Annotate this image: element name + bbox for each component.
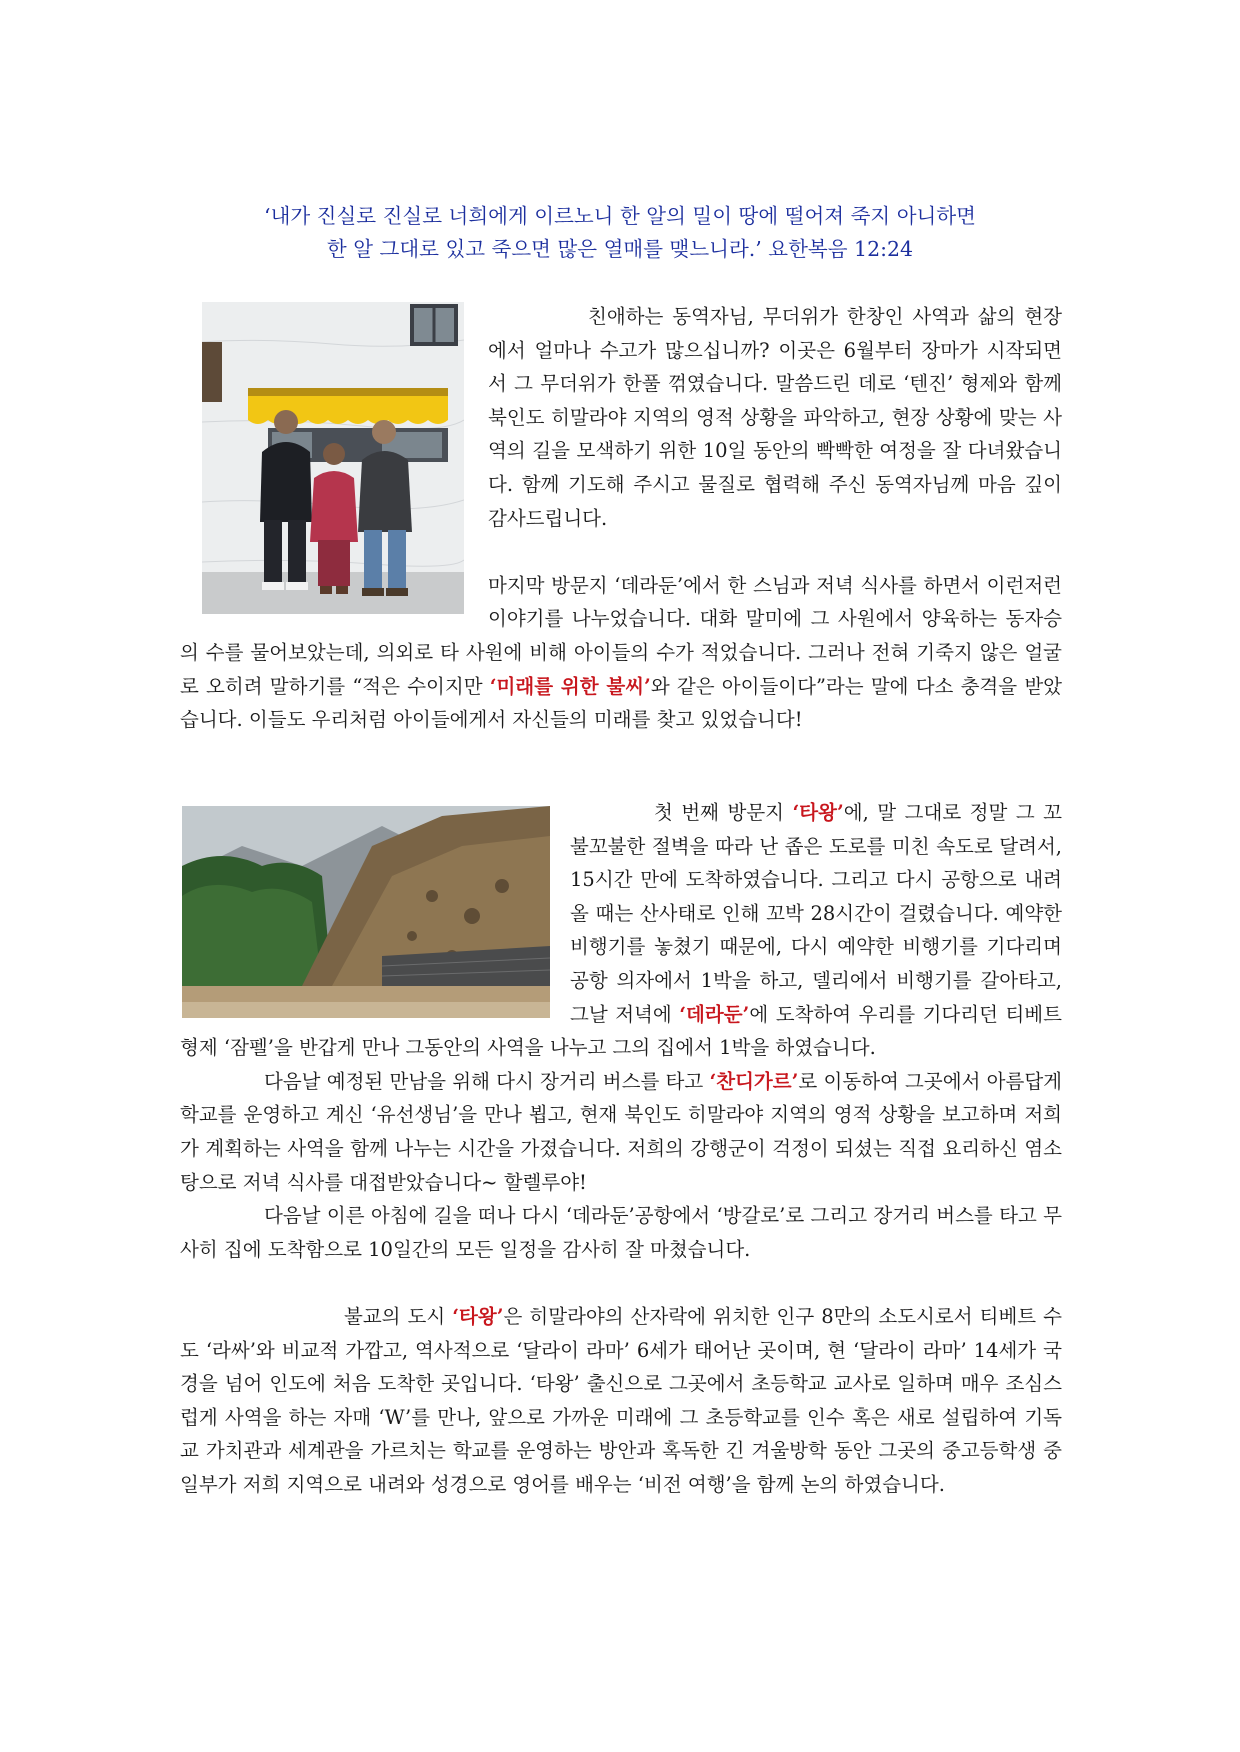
para3-text-c: 에 도착하여 우리를 기다리던 티베트 형제 ‘잠펠’을 반갑게 만나 그동안의 사역을 나누고 그의 집에서 1박을 하였습니다. <box>180 1002 1062 1060</box>
para4-text-a: 다음날 예정된 만남을 위해 다시 장거리 버스를 타고 <box>264 1069 710 1093</box>
highlight-chandigarh: ‘찬디가르’ <box>709 1069 799 1093</box>
para2-text-b: 와 같은 아이들이다”라는 말에 다소 충격을 받았습니다. 이들도 우리처럼 아이들에게서 자신들의 미래를 찾고 있었습니다! <box>180 674 1062 732</box>
para3-text-a: 첫 번째 방문지 <box>654 801 793 824</box>
verse-line-2: 한 알 그대로 있고 죽으면 많은 열매를 맺느니라.’ 요한복음 12:24 <box>326 237 914 261</box>
landslide-photo <box>182 806 550 1018</box>
highlight-dehradun: ‘데라둔’ <box>679 1002 750 1026</box>
para2-text-a: 마지막 방문지 ‘데라둔’에서 한 스님과 저녁 식사를 하면서 이런저런 이야기를 나누었습니다. 대화 말미에 그 사원에서 양육하는 동자승의 수를 물어보았는데, 의외로 타 사원에 비해 아이들의 수가 적었습니다. 그러나 전혀 기죽지 않은 얼굴로 오히려 말하기를 “적은 수이지만 <box>180 573 1062 698</box>
group-photo <box>202 302 464 614</box>
landslide-photo-image <box>182 806 550 1018</box>
verse-line-1: ‘내가 진실로 진실로 너희에게 이르노니 한 알의 밀이 땅에 떨어져 죽지 아니하면 <box>264 204 976 228</box>
paragraph-return-home: 다음날 이른 아침에 길을 떠나 다시 ‘데라둔’공항에서 ‘방갈로’로 그리고 장거리 버스를 타고 무사히 집에 도착함으로 10일간의 모든 일정을 감사히 잘 마쳤습니다. <box>180 1204 1062 1261</box>
highlight-tawang-city: ‘타왕’ <box>452 1304 504 1328</box>
paragraph-greeting: 친애하는 동역자님, 무더위가 한창인 사역과 삶의 현장에서 얼마나 수고가 많으십니까? 이곳은 6월부터 장마가 시작되면서 그 무더위가 한풀 꺾였습니다. 말씀드린 데로 ‘텐진’ 형제와 함께 북인도 히말라야 지역의 영적 상황을 파악하고, 현장 상황에 맞는 사역의 길을 모색하기 위한 10일 동안의 빡빡한 여정을 잘 다녀왔습니다. 함께 기도해 주시고 물질로 협력해 주신 동역자님께 마음 깊이 감사드립니다. <box>488 305 1062 530</box>
bible-verse <box>180 200 1060 266</box>
section-1 <box>180 300 1062 737</box>
para4-text-b: 로 이동하여 그곳에서 아름답게 학교를 운영하고 계신 ‘유선생님’을 만나 뵙고, 현재 북인도 히말라야 지역의 영적 상황을 보고하며 저희가 계획하는 사역을 함께 나누는 시간을 가졌습니다. 저희의 강행군이 걱정이 되셨는 직접 요리하신 염소탕으로 저녁 식사를 대접받았습니다~ 할렐루야! <box>180 1069 1062 1194</box>
paragraph-tawang-city <box>180 1300 1062 1502</box>
para6-text-b: 은 히말라야의 산자락에 위치한 인구 8만의 소도시로서 티베트 수도 ‘라싸’와 비교적 가깝고, 역사적으로 ‘달라이 라마’ 6세가 태어난 곳이며, 현 ‘달라이 라마’ 14세가 국경을 넘어 인도에 처음 도착한 곳입니다. ‘타왕’ 출신으로 그곳에서 초등학교 교사로 일하며 매우 조심스럽게 사역을 하는 자매 ‘W’를 만나, 앞으로 가까운 미래에 그 초등학교를 인수 혹은 새로 설립하여 기독교 가치관과 세계관을 가르치는 학교를 운영하는 방안과 혹독한 긴 겨울방학 동안 그곳의 중고등학생 중 일부가 저희 지역으로 내려와 성경으로 영어를 배우는 ‘비전 여행’을 함께 논의 하였습니다. <box>180 1304 1062 1496</box>
para3-text-b: 에, 말 그대로 정말 그 꼬불꼬불한 절벽을 따라 난 좁은 도로를 미친 속도로 달려서, 15시간 만에 도착하였습니다. 그리고 다시 공항으로 내려올 때는 산사태로 인해 꼬박 28시간이 걸렸습니다. 예약한 비행기를 놓쳤기 때문에, 다시 예약한 비행기를 기다리며 공항 의자에서 1박을 하고, 델리에서 비행기를 갈아타고, 그날 저녁에 <box>570 801 1062 1026</box>
paragraph-chandigarh <box>180 1065 1062 1199</box>
group-photo-image <box>202 302 464 614</box>
para6-text-a: 불교의 도시 <box>344 1304 453 1328</box>
highlight-future-seed: ‘미래를 위한 불씨’ <box>489 674 651 698</box>
highlight-tawang: ‘타왕’ <box>792 801 844 824</box>
section-2 <box>180 796 1062 1501</box>
